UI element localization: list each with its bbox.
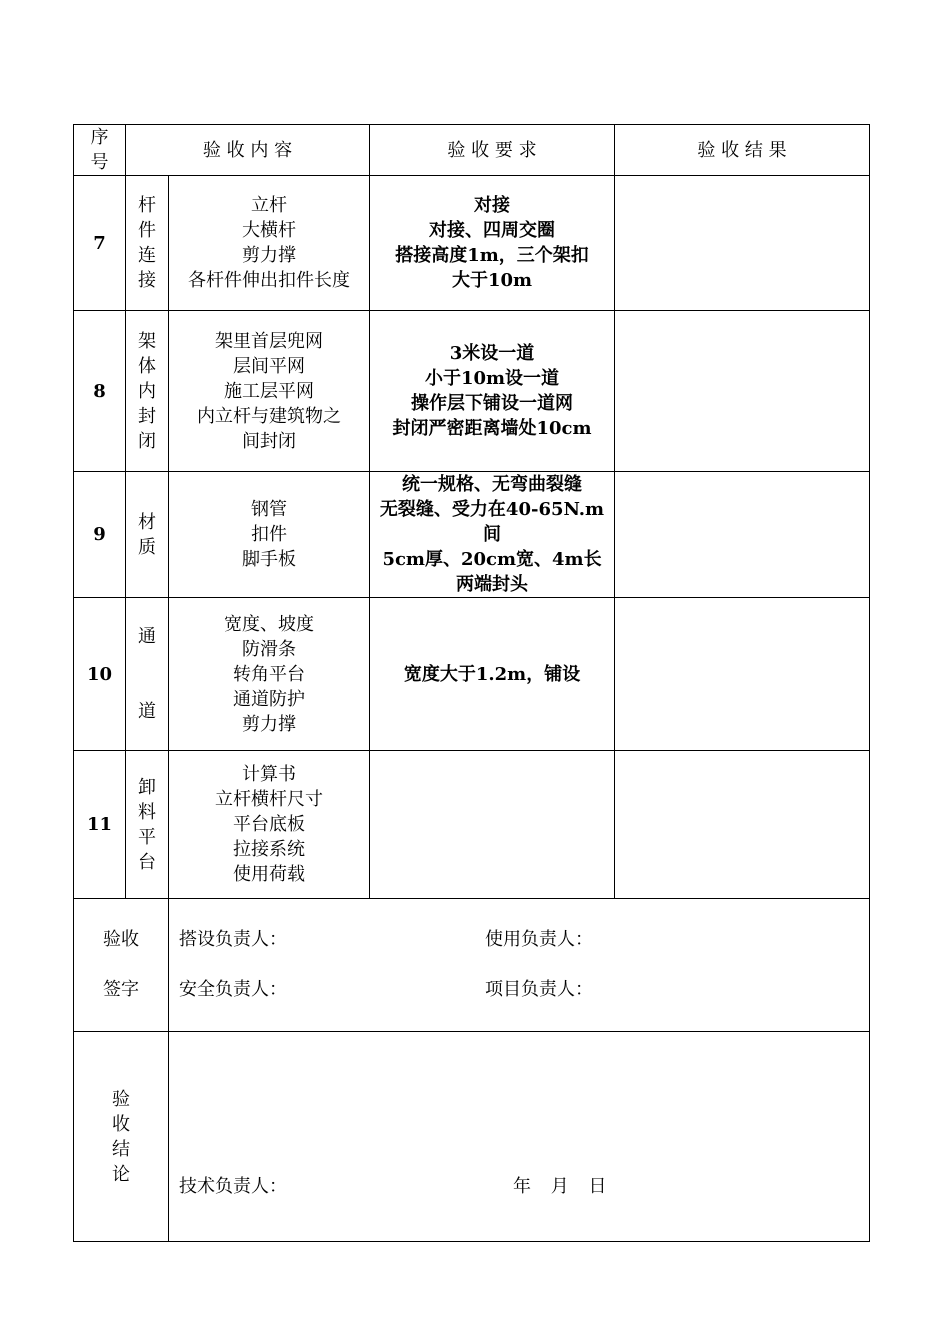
- requirement-line: 封闭严密距离墙处10cm: [392, 418, 592, 439]
- header-seq-line: 序: [90, 127, 109, 148]
- signature-label: [74, 899, 169, 1032]
- header-seq: [74, 125, 126, 176]
- row-items: [169, 598, 370, 751]
- category-char: 平: [138, 826, 156, 848]
- category-char: 体: [138, 355, 156, 377]
- item-line: 层间平网: [233, 355, 305, 377]
- requirement-line: 5cm厚、20cm宽、4m长: [382, 549, 602, 570]
- row-requirements: [370, 311, 615, 472]
- header-seq-line: 号: [90, 152, 109, 173]
- item-line: 立杆横杆尺寸: [215, 789, 323, 810]
- row-requirements: [370, 176, 615, 311]
- item-line: 扣件: [251, 524, 287, 545]
- item-line: 大横杆: [242, 220, 296, 241]
- header-result-label: 验 收 结 果: [697, 139, 787, 161]
- safety-sign-field[interactable]: 安全负责人：: [179, 979, 287, 1000]
- table-row: [74, 311, 870, 472]
- row-items: [169, 751, 370, 899]
- item-line: 钢管: [251, 499, 287, 520]
- header-requirement: [370, 125, 615, 176]
- category-char: 道: [138, 701, 156, 722]
- conclusion-label-char: 验: [112, 1088, 130, 1110]
- table-row: [74, 751, 870, 899]
- row-number: 10: [74, 598, 126, 751]
- header-result: [615, 125, 870, 176]
- row-items: [169, 472, 370, 598]
- user-sign-field[interactable]: 使用负责人：: [485, 929, 593, 950]
- item-line: 通道防护: [233, 688, 305, 710]
- row-number: 7: [74, 176, 126, 311]
- requirement-line: 大于10m: [451, 270, 533, 291]
- signature-row: [74, 899, 870, 1032]
- requirement-line: 对接: [474, 195, 511, 216]
- item-line: 防滑条: [242, 638, 296, 660]
- row-result[interactable]: [615, 176, 870, 311]
- requirement-line: 搭接高度1m，三个架扣: [395, 245, 589, 266]
- row-number: 8: [74, 311, 126, 472]
- scaffold-acceptance-table: [73, 124, 870, 1242]
- item-line: 宽度、坡度: [224, 613, 314, 635]
- conclusion-label-char: 收: [112, 1113, 130, 1135]
- requirement-line: 宽度大于1.2m，铺设: [403, 663, 581, 685]
- requirement-line: 对接、四周交圈: [429, 220, 556, 241]
- row-result[interactable]: [615, 751, 870, 899]
- requirement-line: 统一规格、无弯曲裂缝: [402, 474, 583, 495]
- item-line: 使用荷载: [233, 864, 305, 885]
- row-number: 11: [74, 751, 126, 899]
- table-row: [74, 472, 870, 598]
- conclusion-label: [74, 1032, 169, 1242]
- item-line: 平台底板: [233, 814, 305, 835]
- requirement-line: 两端封头: [456, 574, 529, 595]
- row-result[interactable]: [615, 598, 870, 751]
- requirement-line: 3米设一道: [449, 343, 535, 364]
- category-char: 通: [138, 626, 156, 647]
- row-category: [126, 311, 169, 472]
- item-line: 立杆: [251, 195, 287, 216]
- signature-label-line: 签字: [103, 979, 139, 1000]
- requirement-line: 无裂缝、受力在40-65N.m: [379, 499, 605, 520]
- row-result[interactable]: [615, 311, 870, 472]
- row-result[interactable]: [615, 472, 870, 598]
- category-char: 封: [138, 405, 156, 427]
- item-line: 计算书: [242, 764, 296, 785]
- date-field[interactable]: 年 月 日: [513, 1176, 607, 1197]
- header-requirement-label: 验 收 要 求: [447, 139, 537, 161]
- project-sign-field[interactable]: 项目负责人：: [485, 979, 593, 1000]
- category-char: 料: [138, 801, 156, 823]
- table-row: [74, 176, 870, 311]
- item-line: 内立杆与建筑物之: [197, 405, 341, 427]
- item-line: 剪力撑: [242, 245, 296, 266]
- category-char: 台: [138, 851, 156, 873]
- category-char: 卸: [138, 776, 156, 798]
- item-line: 架里首层兜网: [215, 330, 323, 352]
- row-number: 9: [74, 472, 126, 598]
- signature-area: [169, 899, 870, 1032]
- requirement-line: 操作层下铺设一道网: [411, 393, 574, 414]
- conclusion-area[interactable]: [169, 1032, 870, 1242]
- item-line: 脚手板: [242, 549, 296, 570]
- category-char: 闭: [138, 430, 156, 452]
- conclusion-row: [74, 1032, 870, 1242]
- category-char: 件: [138, 220, 156, 241]
- category-char: 连: [138, 245, 156, 266]
- row-category: [126, 176, 169, 311]
- item-line: 剪力撑: [242, 713, 296, 735]
- category-char: 接: [138, 270, 156, 291]
- requirement-line: 小于10m设一道: [424, 368, 560, 389]
- conclusion-label-char: 结: [112, 1138, 130, 1160]
- erector-sign-field[interactable]: 搭设负责人：: [179, 929, 287, 950]
- category-char: 质: [138, 536, 156, 558]
- category-char: 材: [138, 511, 156, 533]
- row-requirements[interactable]: [370, 751, 615, 899]
- row-category: [126, 751, 169, 899]
- table-row: [74, 598, 870, 751]
- tech-lead-sign-field[interactable]: 技术负责人：: [179, 1176, 287, 1197]
- row-items: [169, 176, 370, 311]
- item-line: 各杆件伸出扣件长度: [188, 270, 350, 291]
- requirement-line: 间: [483, 524, 502, 545]
- item-line: 拉接系统: [233, 839, 305, 860]
- category-char: 架: [138, 330, 156, 352]
- row-category: [126, 472, 169, 598]
- category-char: 内: [138, 380, 156, 402]
- category-char: 杆: [138, 195, 156, 216]
- row-requirements: [370, 598, 615, 751]
- item-line: 间封闭: [242, 430, 296, 452]
- signature-label-line: 验收: [103, 929, 139, 950]
- row-category: [126, 598, 169, 751]
- item-line: 转角平台: [233, 663, 305, 685]
- header-content: [126, 125, 370, 176]
- conclusion-label-char: 论: [112, 1163, 130, 1185]
- row-requirements: [370, 472, 615, 598]
- header-row: [74, 125, 870, 176]
- header-content-label: 验 收 内 容: [202, 139, 293, 161]
- item-line: 施工层平网: [224, 380, 314, 402]
- row-items: [169, 311, 370, 472]
